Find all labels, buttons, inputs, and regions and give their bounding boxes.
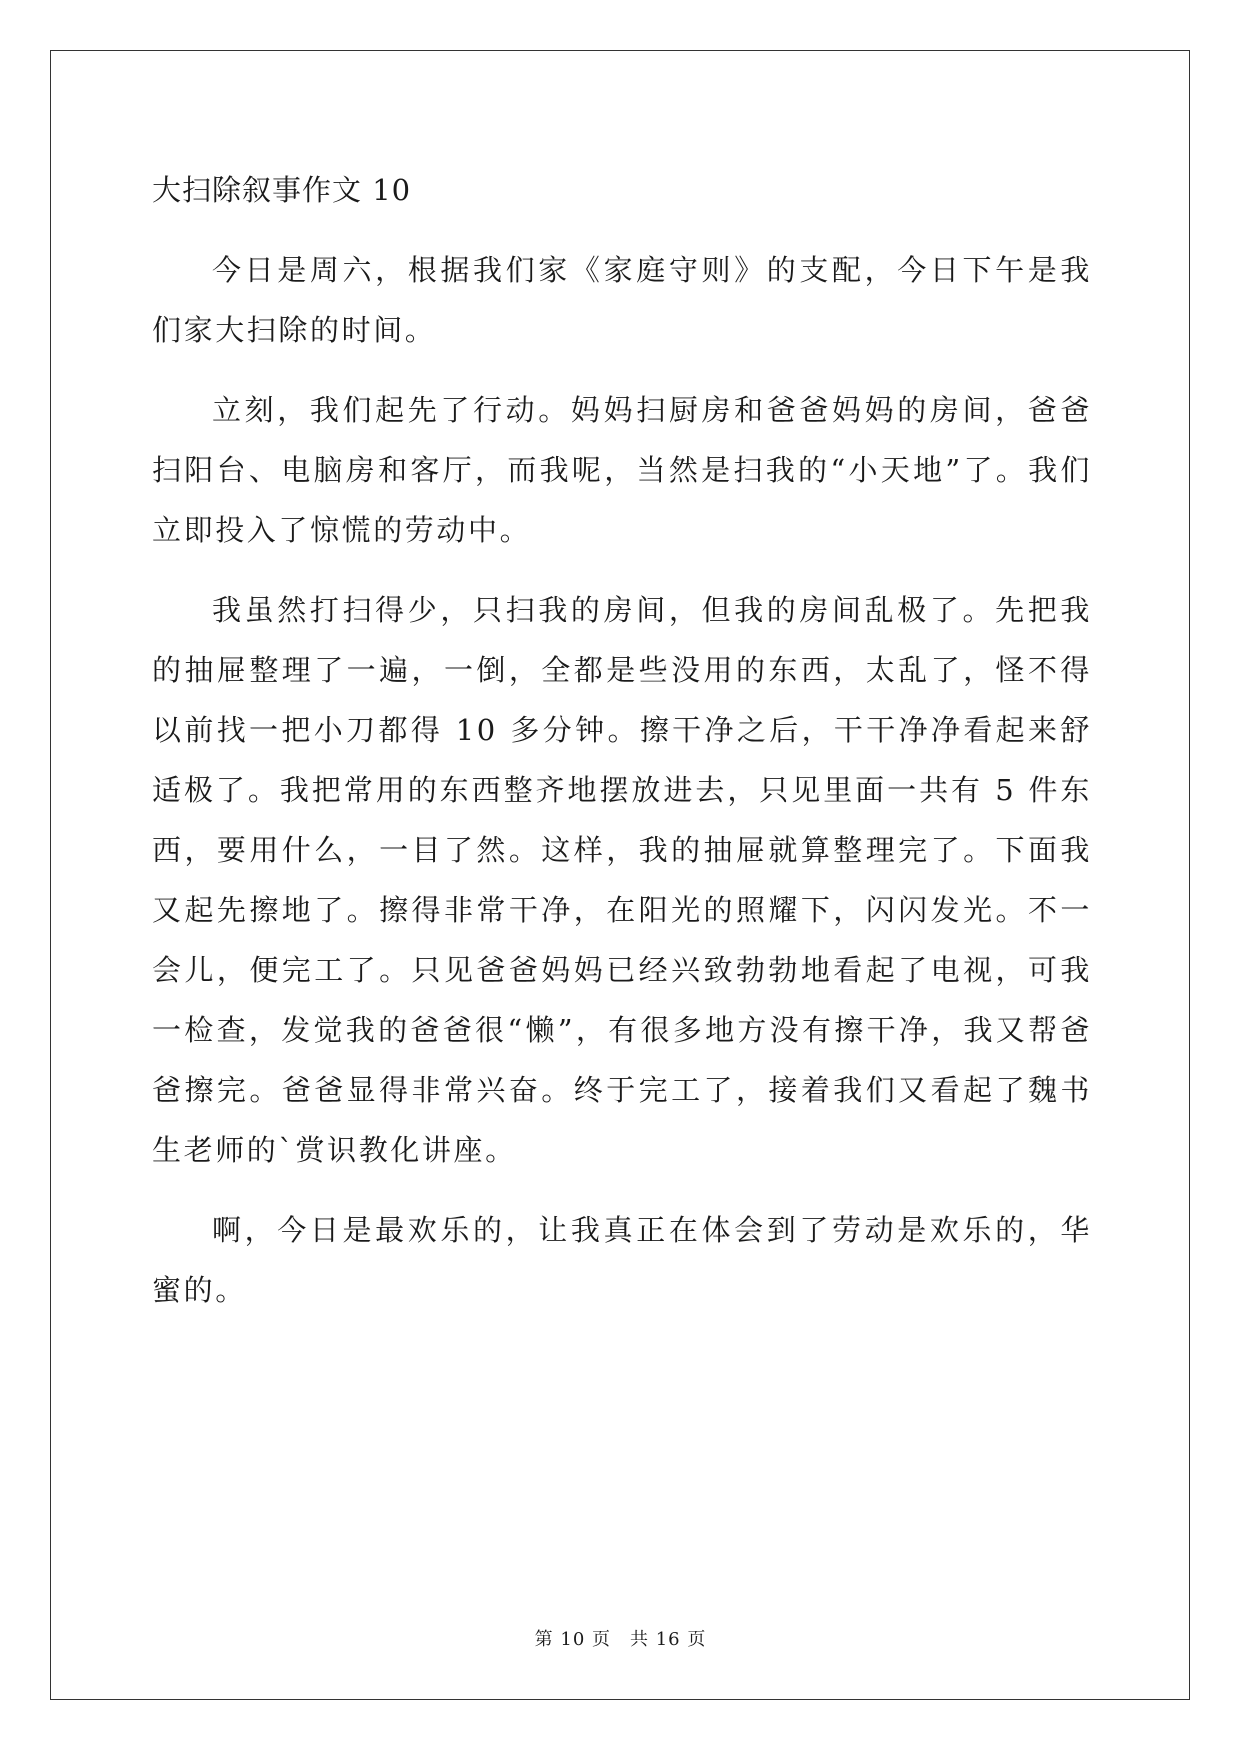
document-title: 大扫除叙事作文 10 xyxy=(152,173,412,207)
paragraph-2: 立刻，我们起先了行动。妈妈扫厨房和爸爸妈妈的房间，爸爸扫阳台、电脑房和客厅，而我呢，当然是扫我的“小天地”了。我们立即投入了惊慌的劳动中。 xyxy=(152,393,1092,547)
page-number-footer: 第 10 页 共 16 页 xyxy=(534,1629,707,1650)
paragraph-4: 啊，今日是最欢乐的，让我真正在体会到了劳动是欢乐的，华蜜的。 xyxy=(152,1213,1092,1307)
paragraph-1: 今日是周六，根据我们家《家庭守则》的支配，今日下午是我们家大扫除的时间。 xyxy=(152,253,1092,347)
document-body xyxy=(152,160,1092,1340)
paragraph-3: 我虽然打扫得少，只扫我的房间，但我的房间乱极了。先把我的抽屉整理了一遍，一倒，全都是些没用的东西，太乱了，怪不得以前找一把小刀都得 10 多分钟。擦干净之后，干干净净看起来舒适极了。我把常用的东西整齐地摆放进去，只见里面一共有 5 件东西，要用什么，一目了然。这样，我的抽屉就算整理完了。下面我又起先擦地了。擦得非常干净，在阳光的照耀下，闪闪发光。不一会儿，便完工了。只见爸爸妈妈已经兴致勃勃地看起了电视，可我一检查，发觉我的爸爸很“懒”，有很多地方没有擦干净，我又帮爸爸擦完。爸爸显得非常兴奋。终于完工了，接着我们又看起了魏书生老师的`赏识教化讲座。 xyxy=(152,593,1092,1167)
